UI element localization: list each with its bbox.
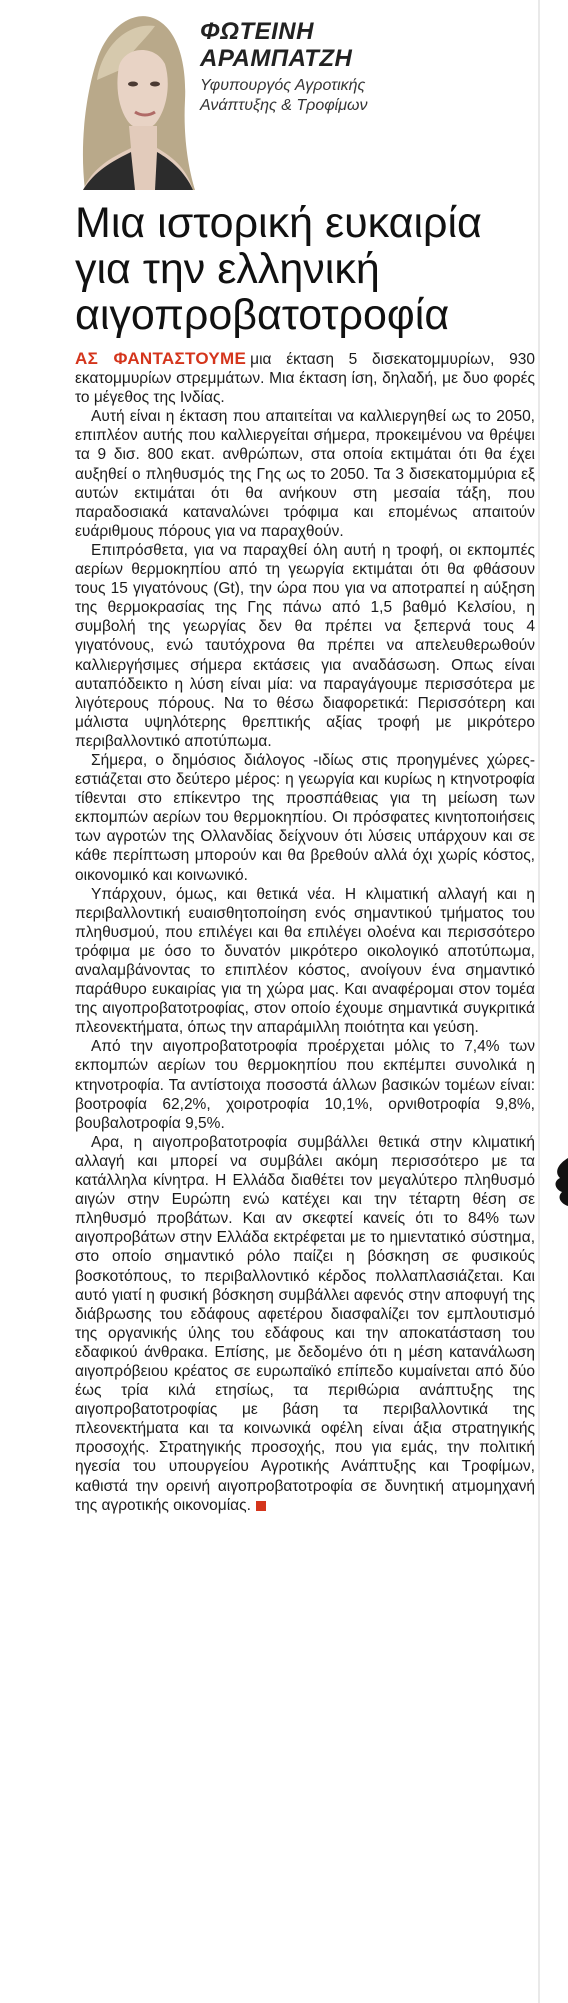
author-photo <box>75 0 195 190</box>
author-role-line2: Ανάπτυξης & Τροφίμων <box>200 97 368 114</box>
headline-line3: αιγοπροβατοτροφία <box>75 291 450 339</box>
author-role-line1: Υφυπουργός Αγροτικής <box>200 77 366 94</box>
paragraph-2: Αυτή είναι η έκταση που απαιτείται να καλλιεργηθεί ως το 2050, επιπλέον αυτής που καλλιεργείται σήμερα, προκειμένου να θρέψει τα 9 δισ. 800 εκατ. ανθρώπων, στα οποία εκτιμάται ότι θα έχει αυξηθεί ο πληθυσμός της Γης ως το 2050. Τα 3 δισεκατομμύρια εξ αυτών εκτιμάται ότι θα ανήκουν στη μεσαία τάξη, που παραδοσιακά καταναλώνει τρόφιμα και επομένως απαιτούν ευάριθμους πόρους για να παραχθούν. <box>75 408 535 540</box>
paragraph-4: Σήμερα, ο δημόσιος διάλογος -ιδίως στις προηγμένες χώρες- εστιάζεται στο δεύτερο μέρος: η γεωργία και κυρίως η κτηνοτροφία τίθενται στο επίκεντρο της προσπάθειας για τη μείωση των εκπομπών αερίων του θερμοκηπίου. Οι πρόσφατες κινητοποιήσεις των αγροτών της Ολλανδίας δείχνουν ότι λύσεις υπάρχουν και σε κάθε περίπτωση μπορούν και θα βρεθούν αλλά όχι χωρίς κόστος, οικονομικό και κοινωνικό. <box>75 751 535 884</box>
author-portrait-image <box>75 0 195 190</box>
end-mark <box>256 1501 266 1511</box>
author-name-line1: ΦΩΤΕΙΝΗ <box>200 18 314 45</box>
headline-line2: για την ελληνική <box>75 245 380 293</box>
paragraph-7 <box>75 1133 535 1515</box>
author-info <box>200 18 500 116</box>
lead-in: ΑΣ ΦΑΝΤΑΣΤΟΥΜΕ <box>75 349 247 368</box>
byline-header <box>75 0 535 190</box>
paragraph-1 <box>75 349 535 407</box>
headline <box>75 200 535 338</box>
author-role <box>200 76 500 116</box>
paragraph-1-text: μια έκταση 5 δισεκατομμυρίων, 930 εκατομμυρίων στρεμμάτων. Μια έκταση ίση, δηλαδή, με δυο φορές το μέγεθος της Ινδίας. <box>75 351 535 407</box>
article-body <box>75 349 535 1515</box>
paragraph-6: Από την αιγοπροβατοτροφία προέρχεται μόλις το 7,4% των εκπομπών αερίων του θερμοκηπίου που εκπέμπει συνολικά η κτηνοτροφία. Τα αντίστοιχα ποσοστά άλλων βασικών τομέων είναι: βοοτροφία 62,2%, χοιροτροφία 10,1%, ορνιθοτροφία 9,8%, βουβαλοτροφία 9,5%. <box>75 1038 535 1132</box>
ink-mark <box>548 1150 568 1210</box>
column-rule <box>538 0 540 2003</box>
paragraph-3: Επιπρόσθετα, για να παραχθεί όλη αυτή η τροφή, οι εκπομπές αερίων θερμοκηπίου από τη γεωργία εκτιμάται ότι θα φθάσουν τους 15 γιγατόνους (Gt), την ώρα που για να αποτραπεί η αύξηση της θερμοκρασίας της Γης πάνω από 1,5 βαθμό Κελσίου, η συμβολή της γεωργίας δεν θα πρέπει να ξεπερνά τους 4 γιγατόνους, ενώ ταυτόχρονα θα πρέπει να απελευθερωθούν καλλιεργήσιμες σήμερα εκτάσεις για αναδάσωση. Οπως είναι αυταπόδεικτο η λύση είναι μία: να παραγάγουμε περισσότερα με λιγότερους πόρους. Να το θέσω διαφορετικά: Περισσότερη και μάλιστα υψηλότερης θρεπτικής αξίας τροφή με μικρότερο περιβαλλοντικό αποτύπωμα. <box>75 541 535 750</box>
author-name-line2: ΑΡΑΜΠΑΤΖΗ <box>200 45 353 72</box>
paragraph-5: Υπάρχουν, όμως, και θετικά νέα. Η κλιματική αλλαγή και η περιβαλλοντική ευαισθητοποίηση ενός σημαντικού τμήματος του πληθυσμού, που επιλέγει και θα επιλέγει ολοένα και περισσότερο τρόφιμα με όσο το δυνατόν μικρότερο οικολογικό αποτύπωμα, αναλαμβάνοντας το επιπλέον κόστος, ανοίγουν ένα σημαντικό παράθυρο ευκαιρίας για τη χώρα μας. Και αναφέρομαι στον τομέα της αιγοπροβατοτροφίας, στον οποίο έχουμε σημαντικά συγκριτικά πλεονεκτήματα, όπως την απαράμιλλη ποιότητα και γεύση. <box>75 885 535 1037</box>
paragraph-7-text: Αρα, η αιγοπροβατοτροφία συμβάλλει θετικά στην κλιματική αλλαγή και μπορεί να συμβάλει ακόμη περισσότερο με τα κατάλληλα κίνητρα. Η Ελλάδα διαθέτει τον μεγαλύτερο πληθυσμό αιγών στην Ευρώπη ενώ κατέχει και την τέταρτη θέση σε πληθυσμό προβάτων. Και αν σκεφτεί κανείς ότι το 84% των αιγοπροβάτων στην Ελλάδα εκτρέφεται με το ημιεντατικό σύστημα, στο οποίο σημαντικό ρόλο παίζει η βόσκηση σε φυσικούς βοσκοτόπους, το περιβαλλοντικό κέρδος πολλαπλασιάζεται. Και αυτό γιατί η φυσική βόσκηση συμβάλλει αφενός στην αποφυγή της διάβρωσης του εδάφους αφετέρου διασφαλίζει τον εμπλουτισμό της οργανικής ύλης του εδάφους και την αποκατάσταση του εδαφικού άνθρακα. Επίσης, με δεδομένο ότι η μέση κατανάλωση αιγοπρόβειου κρέατος σε ευρωπαϊκό επίπεδο κυμαίνεται από δύο έως τρία κιλά ετησίως, τα περιθώρια ανάπτυξης της αιγοπροβατοτροφίας με βάση τα περιβαλλοντικά της πλεονεκτήματα και τα κοινωνικά οφέλη είναι άξια στρατηγικής προσοχής. Στρατηγικής προσοχής, που για εμάς, την πολιτική ηγεσία του υπουργείου Αγροτικής Ανάπτυξης και Τροφίμων, καθιστά την ορεινή αιγοπροβατοτροφία σε δυνητική ατμομηχανή της αγροτικής οικονομίας. <box>75 1133 535 1514</box>
headline-line1: Μια ιστορική ευκαιρία <box>75 199 482 247</box>
